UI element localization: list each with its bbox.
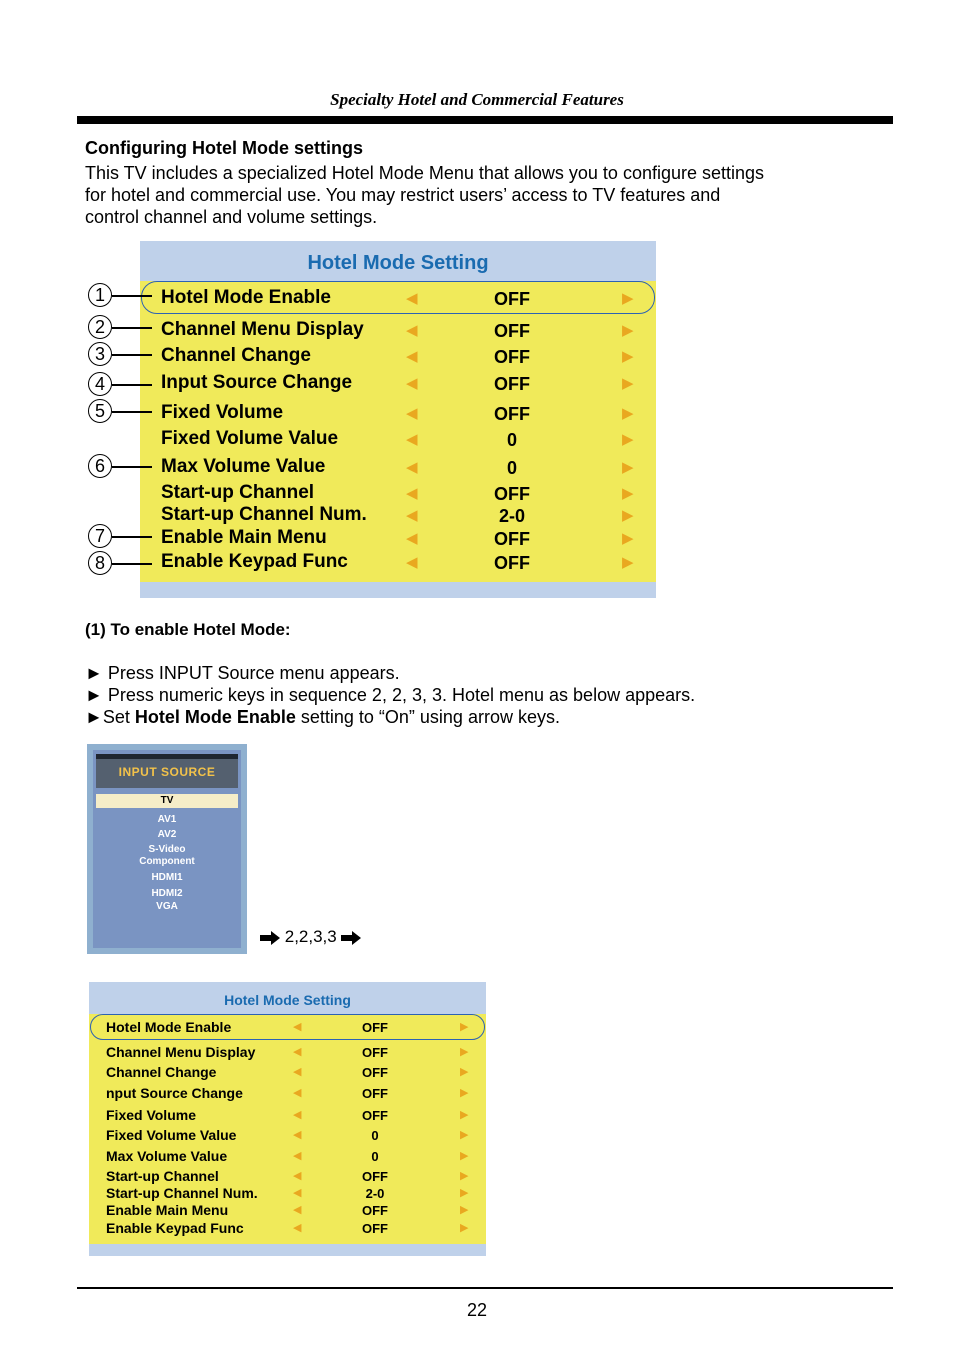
left-arrow-icon[interactable]: ◀ (293, 1087, 302, 1099)
left-arrow-icon[interactable]: ◀ (293, 1109, 302, 1121)
page-header-title: Specialty Hotel and Commercial Features (330, 90, 624, 109)
right-arrow-icon[interactable]: ▶ (622, 554, 634, 571)
menu-row-value: OFF (362, 1086, 388, 1101)
menu-row-channel-menu-display[interactable] (89, 1044, 486, 1062)
right-arrow-icon (341, 931, 361, 945)
menu-row-value: 0 (371, 1128, 379, 1143)
callout-6: 6 (88, 454, 112, 478)
step-3-suffix: setting to “On” using arrow keys. (295, 707, 560, 727)
right-arrow-icon (260, 931, 280, 945)
menu-row-fixed-volume[interactable] (89, 1107, 486, 1125)
menu-row-value: OFF (362, 1020, 388, 1035)
callout-leader-line (112, 563, 152, 565)
menu-row-fixed-volume[interactable] (140, 402, 656, 426)
left-arrow-icon[interactable]: ◀ (406, 530, 418, 547)
input-source-panel (93, 750, 241, 948)
callout-2: 2 (88, 315, 112, 339)
right-arrow-icon[interactable]: ▶ (622, 507, 634, 524)
left-arrow-icon[interactable]: ◀ (293, 1170, 302, 1182)
right-arrow-icon[interactable]: ▶ (460, 1046, 469, 1058)
left-arrow-icon[interactable]: ◀ (406, 459, 418, 476)
right-arrow-icon[interactable]: ▶ (460, 1170, 469, 1182)
menu-row-label: nput Source Change (106, 1085, 243, 1101)
menu-row-start-up-channel-num[interactable] (89, 1185, 486, 1203)
menu-row-hotel-mode-enable[interactable] (140, 287, 656, 311)
input-source-menu (87, 744, 247, 954)
menu-row-label: Fixed Volume Value (106, 1127, 237, 1143)
menu-row-value: OFF (362, 1221, 388, 1236)
menu-row-label: Fixed Volume Value (161, 428, 339, 449)
menu-row-fixed-volume-value[interactable] (89, 1127, 486, 1145)
menu-row-label: Start-up Channel (106, 1168, 219, 1184)
menu-row-value: 2-0 (365, 1186, 385, 1201)
menu-title: Hotel Mode Setting (224, 992, 351, 1008)
input-source-item-component[interactable]: Component (139, 856, 195, 867)
page-number: 22 (466, 1300, 488, 1320)
left-arrow-icon[interactable]: ◀ (293, 1187, 302, 1199)
menu-row-label: Max Volume Value (161, 456, 326, 477)
menu-row-value: OFF (362, 1169, 388, 1184)
menu-row-channel-change[interactable] (89, 1064, 486, 1082)
left-arrow-icon[interactable]: ◀ (406, 554, 418, 571)
instructions-title: (1) To enable Hotel Mode: (85, 620, 291, 639)
menu-row-label: Enable Keypad Func (106, 1220, 244, 1236)
left-arrow-icon[interactable]: ◀ (406, 290, 418, 307)
right-arrow-icon[interactable]: ▶ (460, 1204, 469, 1216)
intro-paragraph: This TV includes a specialized Hotel Mode Menu that allows you to configure settings for hotel and commercial use. You may restrict users’ access to TV features and control channel and volume settings. (85, 163, 765, 227)
left-arrow-icon[interactable]: ◀ (293, 1046, 302, 1058)
right-arrow-icon[interactable]: ▶ (622, 431, 634, 448)
menu-row-label: Start-up Channel (161, 482, 315, 503)
left-arrow-icon[interactable]: ◀ (293, 1222, 302, 1234)
menu-row-value: OFF (494, 484, 530, 504)
menu-row-value: 2-0 (498, 506, 525, 526)
menu-row-value: 0 (506, 430, 517, 450)
menu-row-value: OFF (494, 321, 530, 341)
right-arrow-icon[interactable]: ▶ (622, 348, 634, 365)
callout-leader-line (112, 327, 152, 329)
menu-title: Hotel Mode Setting (307, 252, 489, 274)
header-rule (77, 116, 893, 124)
menu-row-label: Channel Menu Display (106, 1044, 256, 1060)
callout-8: 8 (88, 551, 112, 575)
menu-row-label: Hotel Mode Enable (161, 287, 331, 308)
menu-row-label: Fixed Volume (106, 1107, 196, 1123)
callout-1: 1 (88, 283, 112, 307)
input-source-item-hdmi2[interactable]: HDMI2 (151, 888, 183, 899)
callout-leader-line (112, 466, 152, 468)
input-source-item-av1[interactable]: AV1 (157, 814, 177, 825)
menu-row-enable-keypad-func[interactable] (89, 1220, 486, 1238)
callout-7: 7 (88, 524, 112, 548)
left-arrow-icon[interactable]: ◀ (406, 431, 418, 448)
section-title: Configuring Hotel Mode settings (85, 138, 363, 158)
right-arrow-icon[interactable]: ▶ (622, 322, 634, 339)
left-arrow-icon[interactable]: ◀ (293, 1066, 302, 1078)
right-arrow-icon[interactable]: ▶ (622, 375, 634, 392)
right-arrow-icon[interactable]: ▶ (622, 290, 634, 307)
menu-row-value: OFF (494, 289, 530, 309)
menu-row-fixed-volume-value[interactable] (140, 428, 656, 452)
callout-leader-line (112, 536, 152, 538)
left-arrow-icon[interactable]: ◀ (406, 485, 418, 502)
left-arrow-icon[interactable]: ◀ (406, 507, 418, 524)
menu-footer-band (89, 1244, 486, 1256)
menu-row-value: OFF (362, 1108, 388, 1123)
menu-row-channel-menu-display[interactable] (140, 319, 656, 343)
hotel-mode-menu-large (140, 241, 656, 598)
menu-row-value: 0 (506, 458, 517, 478)
left-arrow-icon[interactable]: ◀ (293, 1129, 302, 1141)
menu-row-value: OFF (362, 1203, 388, 1218)
right-arrow-icon[interactable]: ▶ (460, 1150, 469, 1162)
callout-leader-line (112, 295, 152, 297)
instruction-step-2: ► Press numeric keys in sequence 2, 2, 3, 3. Hotel menu as below appears. (85, 685, 696, 705)
right-arrow-icon[interactable]: ▶ (622, 459, 634, 476)
callout-leader-line (112, 354, 152, 356)
menu-row-value: OFF (494, 347, 530, 367)
input-source-item-av2[interactable]: AV2 (157, 829, 177, 840)
right-arrow-icon[interactable]: ▶ (460, 1066, 469, 1078)
left-arrow-icon[interactable]: ◀ (406, 405, 418, 422)
menu-row-nput-source-change[interactable] (89, 1085, 486, 1103)
right-arrow-icon[interactable]: ▶ (460, 1109, 469, 1121)
menu-row-label: Start-up Channel Num. (106, 1185, 258, 1201)
input-source-selected: TV (160, 795, 174, 806)
left-arrow-icon[interactable]: ◀ (293, 1150, 302, 1162)
menu-row-label: Channel Menu Display (161, 319, 364, 340)
footer-rule (77, 1287, 893, 1289)
hotel-mode-menu-small (89, 982, 486, 1256)
menu-row-max-volume-value[interactable] (140, 456, 656, 480)
menu-row-start-up-channel[interactable] (140, 482, 656, 506)
left-arrow-icon[interactable]: ◀ (293, 1021, 302, 1033)
left-arrow-icon[interactable]: ◀ (406, 322, 418, 339)
menu-row-enable-keypad-func[interactable] (140, 551, 656, 575)
callout-5: 5 (88, 399, 112, 423)
menu-row-label: Max Volume Value (106, 1148, 228, 1164)
menu-row-value: 0 (371, 1149, 379, 1164)
menu-row-label: Channel Change (161, 345, 311, 366)
right-arrow-icon[interactable]: ▶ (622, 485, 634, 502)
input-source-item-vga[interactable]: VGA (156, 901, 178, 912)
menu-footer-band (140, 582, 656, 598)
menu-row-value: OFF (494, 404, 530, 424)
callout-4: 4 (88, 372, 112, 396)
input-source-item-s-video[interactable]: S-Video (148, 844, 186, 855)
menu-row-hotel-mode-enable[interactable] (89, 1019, 486, 1037)
step-3-bold: Hotel Mode Enable (134, 707, 296, 727)
menu-row-value: OFF (494, 374, 530, 394)
right-arrow-icon[interactable]: ▶ (460, 1187, 469, 1199)
step-3-prefix: ►Set (85, 707, 135, 727)
callout-leader-line (112, 384, 152, 386)
input-source-title-band-top (96, 754, 238, 759)
menu-row-enable-main-menu[interactable] (140, 527, 656, 551)
menu-row-label: Fixed Volume (161, 402, 284, 423)
menu-row-value: OFF (362, 1065, 388, 1080)
menu-row-label: Enable Main Menu (161, 527, 327, 548)
menu-row-label: Input Source Change (161, 372, 353, 393)
menu-row-start-up-channel[interactable] (89, 1168, 486, 1186)
right-arrow-icon[interactable]: ▶ (622, 405, 634, 422)
instruction-step-3 (85, 707, 560, 728)
menu-row-value: OFF (494, 529, 530, 549)
left-arrow-icon[interactable]: ◀ (406, 375, 418, 392)
menu-row-max-volume-value[interactable] (89, 1148, 486, 1166)
menu-row-input-source-change[interactable] (140, 372, 656, 396)
left-arrow-icon[interactable]: ◀ (293, 1204, 302, 1216)
callout-leader-line (112, 411, 152, 413)
input-source-item-hdmi1[interactable]: HDMI1 (151, 872, 183, 883)
menu-row-label: Start-up Channel Num. (161, 504, 367, 525)
right-arrow-icon[interactable]: ▶ (622, 530, 634, 547)
right-arrow-icon[interactable]: ▶ (460, 1129, 469, 1141)
right-arrow-icon[interactable]: ▶ (460, 1087, 469, 1099)
instruction-step-1: ► Press INPUT Source menu appears. (85, 663, 400, 683)
right-arrow-icon[interactable]: ▶ (460, 1021, 469, 1033)
input-source-title: INPUT SOURCE (118, 765, 216, 779)
menu-row-value: OFF (362, 1045, 388, 1060)
right-arrow-icon[interactable]: ▶ (460, 1222, 469, 1234)
menu-row-channel-change[interactable] (140, 345, 656, 369)
key-sequence-label: 2,2,3,3 (284, 927, 337, 946)
key-sequence (260, 927, 361, 947)
menu-row-start-up-channel-num[interactable] (140, 504, 656, 528)
menu-row-label: Enable Main Menu (106, 1202, 229, 1218)
callout-3: 3 (88, 342, 112, 366)
menu-row-enable-main-menu[interactable] (89, 1202, 486, 1220)
menu-row-label: Hotel Mode Enable (106, 1019, 232, 1035)
menu-row-label: Channel Change (106, 1064, 217, 1080)
menu-row-label: Enable Keypad Func (161, 551, 348, 572)
left-arrow-icon[interactable]: ◀ (406, 348, 418, 365)
menu-row-value: OFF (494, 553, 530, 573)
